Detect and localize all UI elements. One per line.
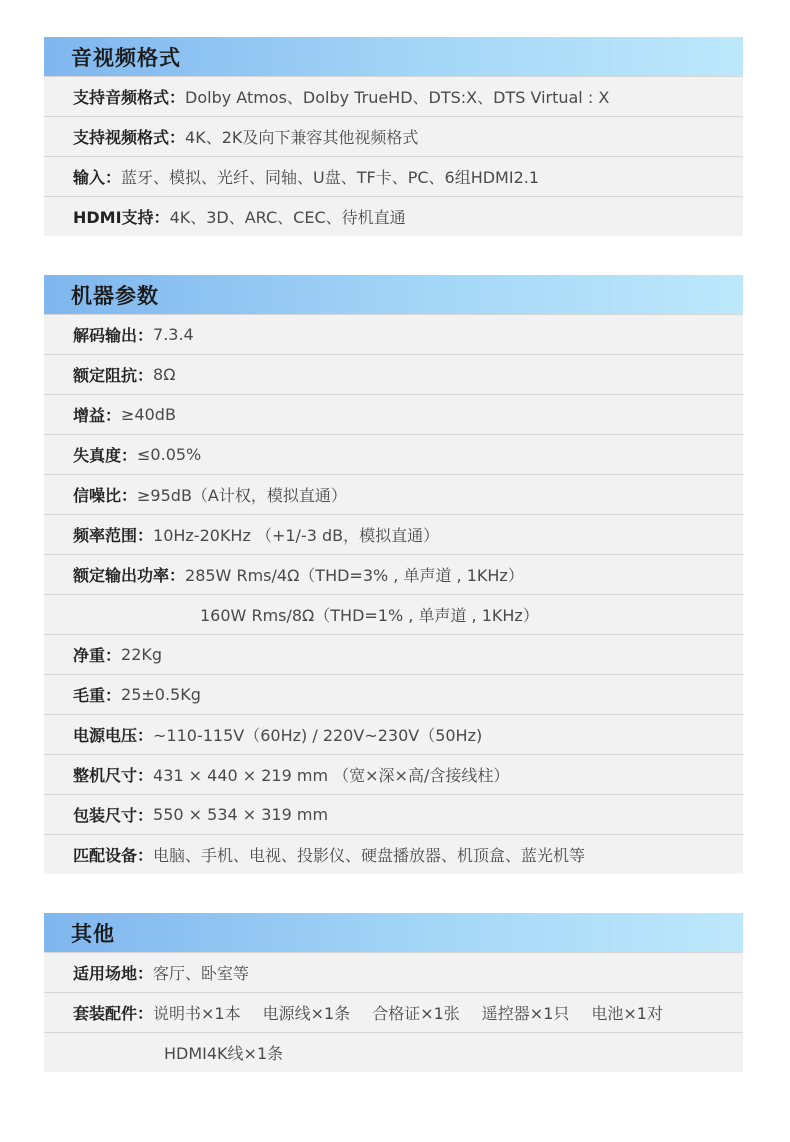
spec-label: 增益： [73,406,122,425]
spec-value: ≥95dB（A计权，模拟直通） [137,486,347,505]
spec-value: 285W Rms/4Ω（THD=3% , 单声道 , 1KHz） [185,566,524,585]
spec-row-power-voltage [44,714,743,754]
spec-label: 失真度： [73,446,138,465]
spec-row-distortion [44,434,743,474]
section-header [44,37,743,76]
section-av-formats [44,37,743,236]
accessory-item: HDMI4K线×1条 [164,1044,284,1063]
spec-row-gross-weight [44,674,743,714]
spec-label: 解码输出： [73,326,154,345]
spec-label: 额定输出功率： [73,566,186,585]
spec-label: 匹配设备： [73,846,154,865]
spec-row-inputs [44,156,743,196]
spec-row-gain [44,394,743,434]
spec-row-snr [44,474,743,514]
spec-value: 蓝牙、模拟、光纤、同轴、U盘、TF卡、PC、6组HDMI2.1 [121,168,540,187]
spec-value: 7.3.4 [153,325,194,344]
spec-label: 输入： [73,168,122,187]
spec-row-accessories-extra [44,1032,743,1072]
spec-row-net-weight [44,634,743,674]
spec-row-impedance [44,354,743,394]
spec-label: 支持音频格式： [73,88,186,107]
spec-label: HDMI支持： [73,208,170,227]
accessory-item: 遥控器×1只 [481,1004,570,1023]
spec-row-venue [44,952,743,992]
spec-label: 毛重： [73,686,122,705]
accessory-item: 合格证×1张 [372,1004,460,1023]
spec-value: 4K、3D、ARC、CEC、待机直通 [169,208,406,227]
section-header [44,275,743,314]
spec-label: 包装尺寸： [73,806,154,825]
spec-label: 额定阻抗： [73,366,154,385]
spec-value: ≤0.05% [137,445,202,464]
accessory-item: 电池×1对 [591,1004,663,1023]
spec-row-video-formats [44,116,743,156]
spec-label: 整机尺寸： [73,766,154,785]
spec-value: 550 × 534 × 319 mm [153,805,329,824]
section-title: 音视频格式 [71,45,181,70]
spec-value: 电脑、手机、电视、投影仪、硬盘播放器、机顶盒、蓝光机等 [153,846,586,865]
spec-label: 净重： [73,646,122,665]
spec-row-unit-size [44,754,743,794]
spec-row-accessories [44,992,743,1032]
spec-value: 客厅、卧室等 [153,964,250,983]
spec-row-audio-formats [44,76,743,116]
accessory-item: 电源线×1条 [262,1004,351,1023]
spec-value: 25±0.5Kg [121,685,201,704]
spec-value: 431 × 440 × 219 mm （宽×深×高/含接线柱） [153,766,510,785]
spec-value: 22Kg [121,645,163,664]
section-machine-params [44,275,743,874]
spec-label: 套装配件： [73,1004,154,1023]
spec-value: 8Ω [153,365,176,384]
spec-label: 适用场地： [73,964,154,983]
spec-value: ≥40dB [121,405,176,424]
spec-row-frequency-range [44,514,743,554]
spec-row-package-size [44,794,743,834]
spec-label: 频率范围： [73,526,154,545]
spec-value: Dolby Atmos、Dolby TrueHD、DTS:X、DTS Virtual : X [185,88,610,107]
spec-row-decode-output [44,314,743,354]
spec-row-compatible-devices [44,834,743,874]
spec-row-rated-power-8ohm [44,594,743,634]
spec-value: 10Hz-20KHz （+1/-3 dB，模拟直通） [153,526,440,545]
section-title: 机器参数 [71,283,159,308]
spec-row-rated-power [44,554,743,594]
spec-label: 支持视频格式： [73,128,186,147]
spec-label: 电源电压： [73,726,154,745]
spec-label: 信噪比： [73,486,138,505]
accessory-item: 说明书×1本 [153,1004,241,1023]
section-header [44,913,743,952]
spec-value: 160W Rms/8Ω（THD=1% , 单声道 , 1KHz） [200,606,539,625]
spec-value: ~110-115V（60Hz) / 220V~230V（50Hz) [153,726,483,745]
section-other [44,913,743,1072]
spec-row-hdmi-support [44,196,743,236]
spec-value: 4K、2K及向下兼容其他视频格式 [185,128,419,147]
section-title: 其他 [71,921,115,946]
